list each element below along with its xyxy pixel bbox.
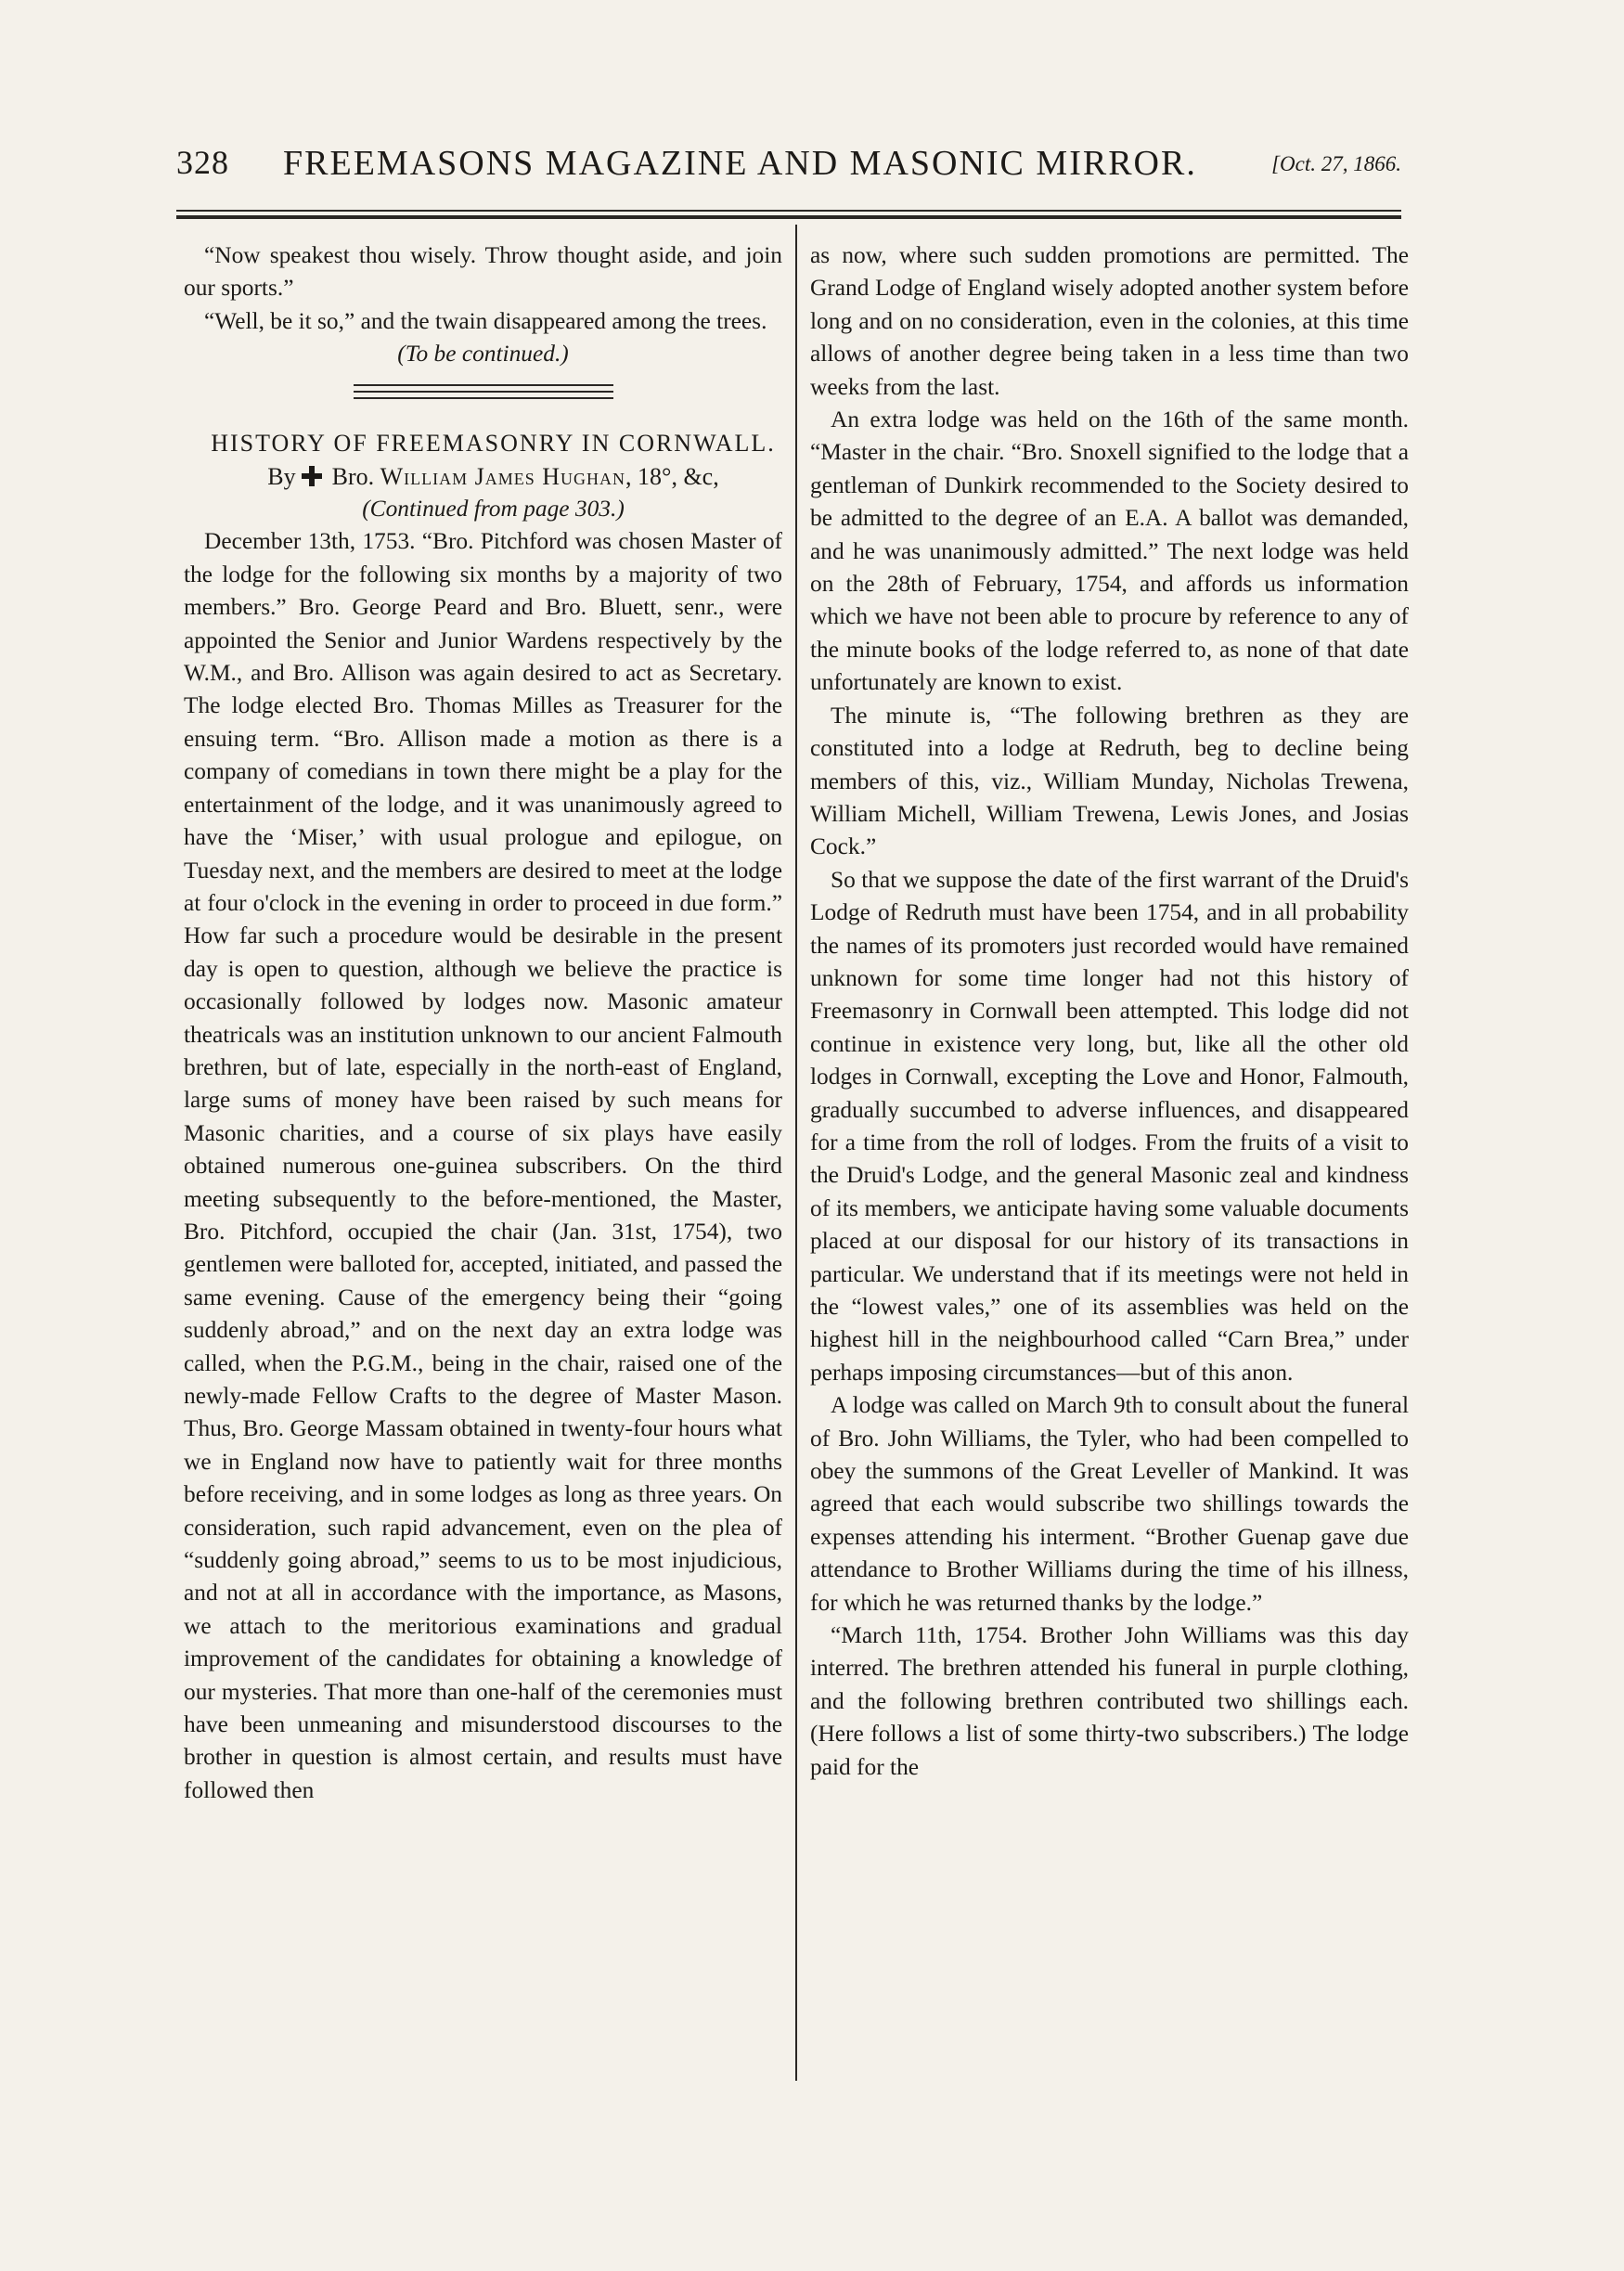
left-column	[184, 239, 782, 1807]
body-paragraph: “March 11th, 1754. Brother John Williams was this day interred. The brethren attended his funeral in purple clothing, and the following brethren contributed two shillings each. (Here follows a list of some thirty-two subscribers.) The lodge paid for the	[810, 1622, 1409, 1780]
to-be-continued: (To be continued.)	[397, 341, 569, 368]
byline-prefix: By	[267, 462, 296, 490]
section-separator	[354, 384, 613, 399]
body-paragraph: as now, where such sudden promotions are permitted. The Grand Lodge of England wisely adopted another system before long and on no consideration, even in the colonies, at this time allows of another degree being taken in a less time than two weeks from the last.	[810, 242, 1409, 400]
byline-bro: Bro.	[331, 462, 375, 490]
right-column	[810, 239, 1409, 1784]
byline-author: William James Hughan	[380, 462, 626, 490]
issue-date: [Oct. 27, 1866.	[1271, 152, 1401, 175]
article-title: HISTORY OF FREEMASONRY IN CORNWALL.	[211, 429, 776, 457]
body-paragraph: So that we suppose the date of the first warrant of the Druid's Lodge of Redruth must have been 1754, and in all probability the names of its promoters just recorded would have remained unknown for some time longer had not this history of Freemasonry in Cornwall been attempted. This lodge did not continue in existence very long, but, like all the other old lodges in Cornwall, excepting the Love and Honor, Falmouth, gradually succumbed to adverse influences, and disappeared for a time from the roll of lodges. From the fruits of a visit to the Druid's Lodge, and the general Masonic zeal and kindness of its members, we anticipate having some valuable documents placed at our disposal for our history of its transactions in particular. We understand that if its meetings were not held in the “lowest vales,” one of its assemblies was held on the highest hill in the neighbourhood called “Carn Brea,” under perhaps imposing circumstances—but of this anon.	[810, 866, 1409, 1386]
masonic-cross-icon	[302, 466, 322, 486]
page-number: 328	[176, 144, 229, 181]
running-title: FREEMASONS MAGAZINE AND MASONIC MIRROR.	[283, 144, 1197, 183]
intro-paragraph: “Well, be it so,” and the twain disappeared among the trees.	[204, 307, 767, 334]
body-paragraph: December 13th, 1753. “Bro. Pitchford was chosen Master of the lodge for the following six months by a majority of two members.” Bro. George Peard and Bro. Bluett, senr., were appointed the Senior and Junior Wardens respectively by the W.M., and Bro. Allison was again desired to act as Secretary. The lodge elected Bro. Thomas Milles as Treasurer for the ensuing term. “Bro. Allison made a motion as there is a company of comedians in town there might be a play for the entertainment of the lodge, and it was unanimously agreed to have the ‘Miser,’ with usual prologue and epilogue, on Tuesday next, and the members are desired to meet at the lodge at four o'clock in the evening in order to proceed in due form.” How far such a procedure would be desirable in the present day is open to question, although we believe the practice is occasionally followed by lodges now. Masonic amateur theatricals was an institution unknown to our ancient Falmouth brethren, but of late, especially in the north-east of England, large sums of money have been raised by such means for Masonic charities, and a course of six plays have easily obtained numerous one-guinea subscribers. On the third meeting subsequently to the before-mentioned, the Master, Bro. Pitchford, occupied the chair (Jan. 31st, 1754), two gentlemen were balloted for, accepted, initiated, and passed the same evening. Cause of the emergency being their “going suddenly abroad,” and on the next day an extra lodge was called, when the P.G.M., being in the chair, raised one of the newly-made Fellow Crafts to the degree of Master Mason. Thus, Bro. George Massam obtained in twenty-four hours what we in England now have to patiently wait for three months before receiving, and in some lodges as long as three years. On consideration, such rapid advancement, even on the plea of “suddenly going abroad,” seems to us to be most injudicious, and not at all in accordance with the importance, as Masons, we attach to the meritorious examinations and gradual improvement of the candidates for obtaining a knowledge of our mysteries. That more than one-half of the ceremonies must have been unmeaning and misunderstood discourses to the brother in question is almost certain, and results must have followed then	[184, 528, 782, 1803]
intro-paragraph: “Now speakest thou wisely. Throw thought aside, and join our sports.”	[184, 242, 782, 302]
body-paragraph: A lodge was called on March 9th to consult about the funeral of Bro. John Williams, the Tyler, who had been compelled to obey the summons of the Great Leveller of Mankind. It was agreed that each would subscribe two shillings towards the expenses attending his interment. “Brother Guenap gave due attendance to Brother Williams during the time of his illness, for which he was returned thanks by the lodge.”	[810, 1392, 1409, 1616]
header-rule-thin	[176, 210, 1401, 212]
body-paragraph: An extra lodge was held on the 16th of the same month. “Master in the chair. “Bro. Snoxell signified to the lodge that a gentleman of Dunkirk recommended to the Society desired to be admitted to the degree of an E.A. A ballot was demanded, and he was unanimously admitted.” The next lodge was held on the 28th of February, 1754, and affords us information which we have not been able to procure by reference to any of the minute books of the lodge referred to, as none of that date unfortunately are known to exist.	[810, 406, 1409, 696]
byline-suffix: , 18°, &c,	[625, 462, 719, 490]
body-paragraph: The minute is, “The following brethren as they are constituted into a lodge at Redruth, beg to decline being members of this, viz., William Munday, Nicholas Trewena, William Michell, William Trewena, Lewis Jones, and Josias Cock.”	[810, 702, 1409, 860]
continued-note: (Continued from page 303.)	[362, 496, 625, 523]
header-rule-thick	[176, 215, 1401, 219]
article-byline	[184, 460, 782, 493]
column-divider	[795, 225, 797, 2081]
page-header	[176, 139, 1401, 195]
